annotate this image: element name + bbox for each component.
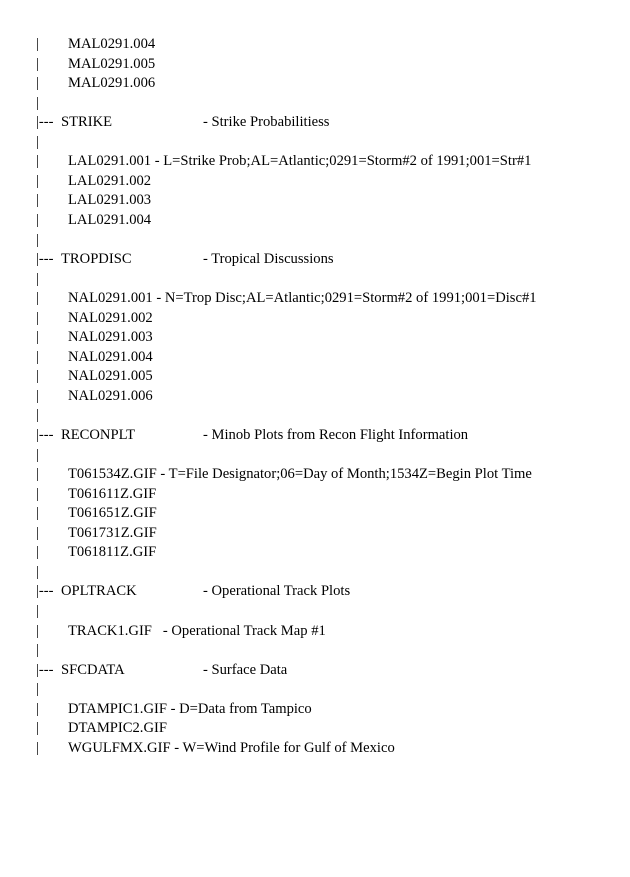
file-entry: LAL0291.003 xyxy=(68,192,152,209)
tree-connector-bar: | xyxy=(36,387,39,404)
branch-name: TROPDISC xyxy=(61,251,132,268)
file-entry: T061651Z.GIF xyxy=(68,505,157,522)
tree-connector-bar: | xyxy=(36,309,39,326)
file-entry: T061534Z.GIF - T=File Designator;06=Day of Month;1534Z=Begin Plot Time xyxy=(68,466,532,483)
tree-connector-bar: | xyxy=(36,368,39,385)
tree-connector-bar: | xyxy=(36,75,39,92)
tree-connector-bar: | xyxy=(36,700,39,717)
branch-description: - Tropical Discussions xyxy=(203,251,334,268)
tree-connector-bar: | xyxy=(36,407,39,424)
file-entry: NAL0291.006 xyxy=(68,387,153,404)
tree-connector-bar: | xyxy=(36,681,39,698)
file-entry: LAL0291.001 - L=Strike Prob;AL=Atlantic;0291=Storm#2 of 1991;001=Str#1 xyxy=(68,153,532,170)
file-entry: MAL0291.006 xyxy=(68,75,156,92)
file-entry: WGULFMX.GIF - W=Wind Profile for Gulf of Mexico xyxy=(68,739,395,756)
tree-connector-bar: | xyxy=(36,739,39,756)
tree-connector-bar: | xyxy=(36,466,39,483)
file-entry: MAL0291.004 xyxy=(68,36,156,52)
tree-branch-connector: |--- xyxy=(36,661,54,678)
tree-branch-connector: |--- xyxy=(36,583,54,600)
tree-connector-bar: | xyxy=(36,94,39,111)
branch-name: STRIKE xyxy=(61,114,113,131)
tree-connector-bar: | xyxy=(36,153,39,170)
tree-branch-connector: |--- xyxy=(36,114,54,131)
tree-connector-bar: | xyxy=(36,172,39,189)
tree-connector-bar: | xyxy=(36,563,39,580)
tree-connector-bar: | xyxy=(36,231,39,248)
tree-connector-bar: | xyxy=(36,270,39,287)
branch-description: - Minob Plots from Recon Flight Information xyxy=(203,427,469,443)
file-entry: T061611Z.GIF xyxy=(68,485,157,502)
tree-connector-bar: | xyxy=(36,55,39,72)
tree-connector-bar: | xyxy=(36,485,39,502)
branch-name: OPLTRACK xyxy=(61,583,137,600)
tree-connector-bar: | xyxy=(36,192,39,209)
file-entry: DTAMPIC2.GIF xyxy=(68,720,167,737)
tree-connector-bar: | xyxy=(36,211,39,228)
file-entry: TRACK1.GIF - Operational Track Map #1 xyxy=(68,622,326,639)
tree-connector-bar: | xyxy=(36,642,39,659)
branch-description: - Operational Track Plots xyxy=(203,583,351,600)
tree-connector-bar: | xyxy=(36,524,39,541)
file-entry: NAL0291.003 xyxy=(68,329,153,346)
tree-connector-bar: | xyxy=(36,544,39,561)
file-entry: NAL0291.001 - N=Trop Disc;AL=Atlantic;0291=Storm#2 of 1991;001=Disc#1 xyxy=(68,290,537,307)
file-entry: NAL0291.002 xyxy=(68,309,153,326)
file-entry: LAL0291.002 xyxy=(68,172,152,189)
file-entry: NAL0291.004 xyxy=(68,348,153,365)
branch-description: - Surface Data xyxy=(203,661,288,678)
file-entry: LAL0291.004 xyxy=(68,211,152,228)
tree-connector-bar: | xyxy=(36,36,39,52)
tree-connector-bar: | xyxy=(36,446,39,463)
tree-connector-bar: | xyxy=(36,329,39,346)
tree-connector-bar: | xyxy=(36,348,39,365)
tree-connector-bar: | xyxy=(36,290,39,307)
tree-branch-connector: |--- xyxy=(36,251,54,268)
file-entry: T061731Z.GIF xyxy=(68,524,157,541)
file-entry: NAL0291.005 xyxy=(68,368,153,385)
branch-description: - Strike Probabilitiess xyxy=(203,114,330,131)
tree-connector-bar: | xyxy=(36,602,39,619)
branch-name: RECONPLT xyxy=(61,427,136,443)
branch-name: SFCDATA xyxy=(61,661,125,678)
file-entry: MAL0291.005 xyxy=(68,55,156,72)
tree-branch-connector: |--- xyxy=(36,427,54,443)
tree-connector-bar: | xyxy=(36,720,39,737)
tree-connector-bar: | xyxy=(36,133,39,150)
tree-connector-bar: | xyxy=(36,505,39,522)
file-entry: DTAMPIC1.GIF - D=Data from Tampico xyxy=(68,700,312,717)
tree-connector-bar: | xyxy=(36,622,39,639)
file-entry: T061811Z.GIF xyxy=(68,544,157,561)
